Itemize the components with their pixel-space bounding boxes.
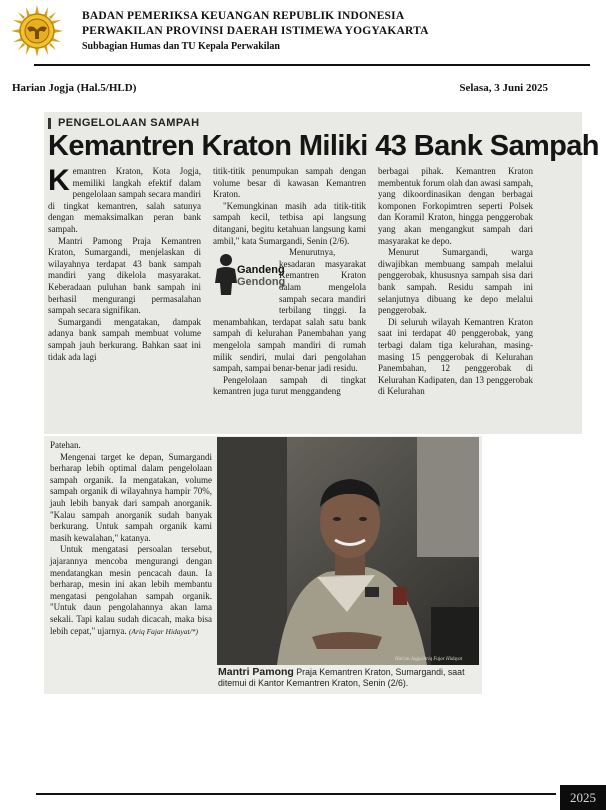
kicker-marker <box>48 118 51 129</box>
paragraph: Sumargandi mengatakan, dampak adanya bank sampah membuat volume sampah jauh berkurang. Bahkan saat ini tidak ada lagi <box>48 316 201 362</box>
paragraph: Menurutnya, kesadaran masyarakat Kemantren Kraton dalam mengelola sampah secara mandiri terbilang tinggi. Ia menambahkan, terdapat salah satu bank sampah di kelurahan Panembahan yang mengelola sampah mandiri di rumah milik sendiri, mulai dari pengolahan sampah, sampai benar-benar jadi residu. <box>213 247 366 374</box>
publication-date: Selasa, 3 Juni 2025 <box>459 82 548 94</box>
gandeng-gendong-logo <box>213 249 286 311</box>
paragraph: emantren Kraton, Kota Jogja, memiliki langkah efektif dalam pengelolaan sampah secara mandiri di tingkat kemantren, salah satunya dengan memaksimalkan peran bank sampah. <box>48 166 201 234</box>
paragraph: Di seluruh wilayah Kemantren Kraton saat ini terdapat 40 penggerobak, yang terbagi dalam tiga kelurahan, masing-masing 15 penggerobak di Kelurahan Panembahan, 12 penggerobak di Kelurahan Kadipaten, dan 13 penggerobak di Kelurahan <box>378 316 533 397</box>
drop-cap: K <box>48 164 70 197</box>
photo-credit: Harian Jogja/Ariq Fajar Hidayat <box>395 657 463 662</box>
byline: (Ariq Fajar Hidayat/*) <box>128 626 199 636</box>
paragraph: Pengelolaan sampah di tingkat kemantren juga turut menggandeng <box>213 374 366 397</box>
article-column-3 <box>378 166 533 398</box>
org-line-2: PERWAKILAN PROVINSI DAERAH ISTIMEWA YOGYAKARTA <box>82 25 429 37</box>
caption-name: Mantri Pamong <box>218 666 294 678</box>
photo-caption <box>218 667 480 689</box>
paragraph: Menurut Sumargandi, warga diwajibkan membuang sampah melalui penggerobak, khususnya sampah sisa dari bank sampah. Residu sampah ini selanjutnya dibuang ke depo melalui penggerobak. <box>378 247 533 316</box>
footer-year-badge: 2025 <box>560 785 606 810</box>
article-column-2 <box>213 166 366 398</box>
paragraph: Patehan. <box>50 440 81 450</box>
footer-divider <box>36 793 556 795</box>
article-photo <box>217 437 479 665</box>
sun-emblem <box>11 5 63 57</box>
gandeng-figure-icon <box>213 253 239 297</box>
org-line-1: BADAN PEMERIKSA KEUANGAN REPUBLIK INDONESIA <box>82 10 405 22</box>
caption-text: Praja Kemantren Kraton, Sumargandi, saat ditemui di Kantor Kemantren Kraton, Senin (2/6). <box>218 667 465 688</box>
paragraph: berbagai pihak. Kemantren Kraton membentuk forum olah dan awasi sampah, yang dikoordinasikan dengan berbagai komponen Forkopimtren seperti Polsek dan Koramil Kraton, hingga penggerobak yang akan mengangkut sampah dari masyarakat ke depo. <box>378 166 533 246</box>
publication-source: Harian Jogja (Hal.5/HLD) <box>12 82 137 94</box>
bpk-logo <box>10 4 64 58</box>
article-column-4 <box>50 440 212 637</box>
article-column-1 <box>48 166 201 363</box>
gandeng-text: Gandeng <box>237 264 285 277</box>
paragraph: "Kemungkinan masih ada titik-titik sampah kecil, tetbisa api langsung ditangani, begitu ketahuan langsung kami ambil," kata Sumargandi, Senin (2/6). <box>213 200 366 246</box>
paragraph <box>50 544 212 637</box>
paragraph: Mantri Pamong Praja Kemantren Kraton, Sumargandi, menjelaskan di wilayahnya terdapat 43 bank sampah mandiri yang dikelola masyarakat. Keberadaan puluhan bank sampah ini berhasil mengurangi permasalahan sampah secara signifikan. <box>48 235 201 316</box>
paragraph: Mengenai target ke depan, Sumargandi berharap lebih optimal dalam pengelolaan sampah organik. Ia mengatakan, volume sampah organik di wilayahnya hampir 70%, jauh lebih banyak dari sampah anorganik. "Kalau sampah anorganik sudah banyak berkurang. Untuk sampah organik kami masih kewalahan," katanya. <box>50 451 212 543</box>
paragraph: titik-titik penumpukan sampah dengan volume besar di kawasan Kemantren Kraton. <box>213 166 366 200</box>
header-divider <box>34 64 590 66</box>
org-subdivision: Subbagian Humas dan TU Kepala Perwakilan <box>82 41 280 52</box>
article-headline: Kemantren Kraton Miliki 43 Bank Sampah <box>48 130 599 162</box>
photo-portrait <box>217 437 479 665</box>
article-kicker: PENGELOLAAN SAMPAH <box>58 117 200 129</box>
paragraph-text: Untuk mengatasi persoalan tersebut, jajarannya mencoba mengurangi dengan mendatangkan mesin pencacah daun. Ia berharap, mesin ini akan lebih membantu mengatasi pengolahan sampah organik. "Untuk daun pengolahannya akan lama sekali. Tapi kalau sudah dicacah, maka bisa lebih cepat," ujarnya. <box>50 544 212 636</box>
gendong-text: Gendong <box>237 276 286 289</box>
